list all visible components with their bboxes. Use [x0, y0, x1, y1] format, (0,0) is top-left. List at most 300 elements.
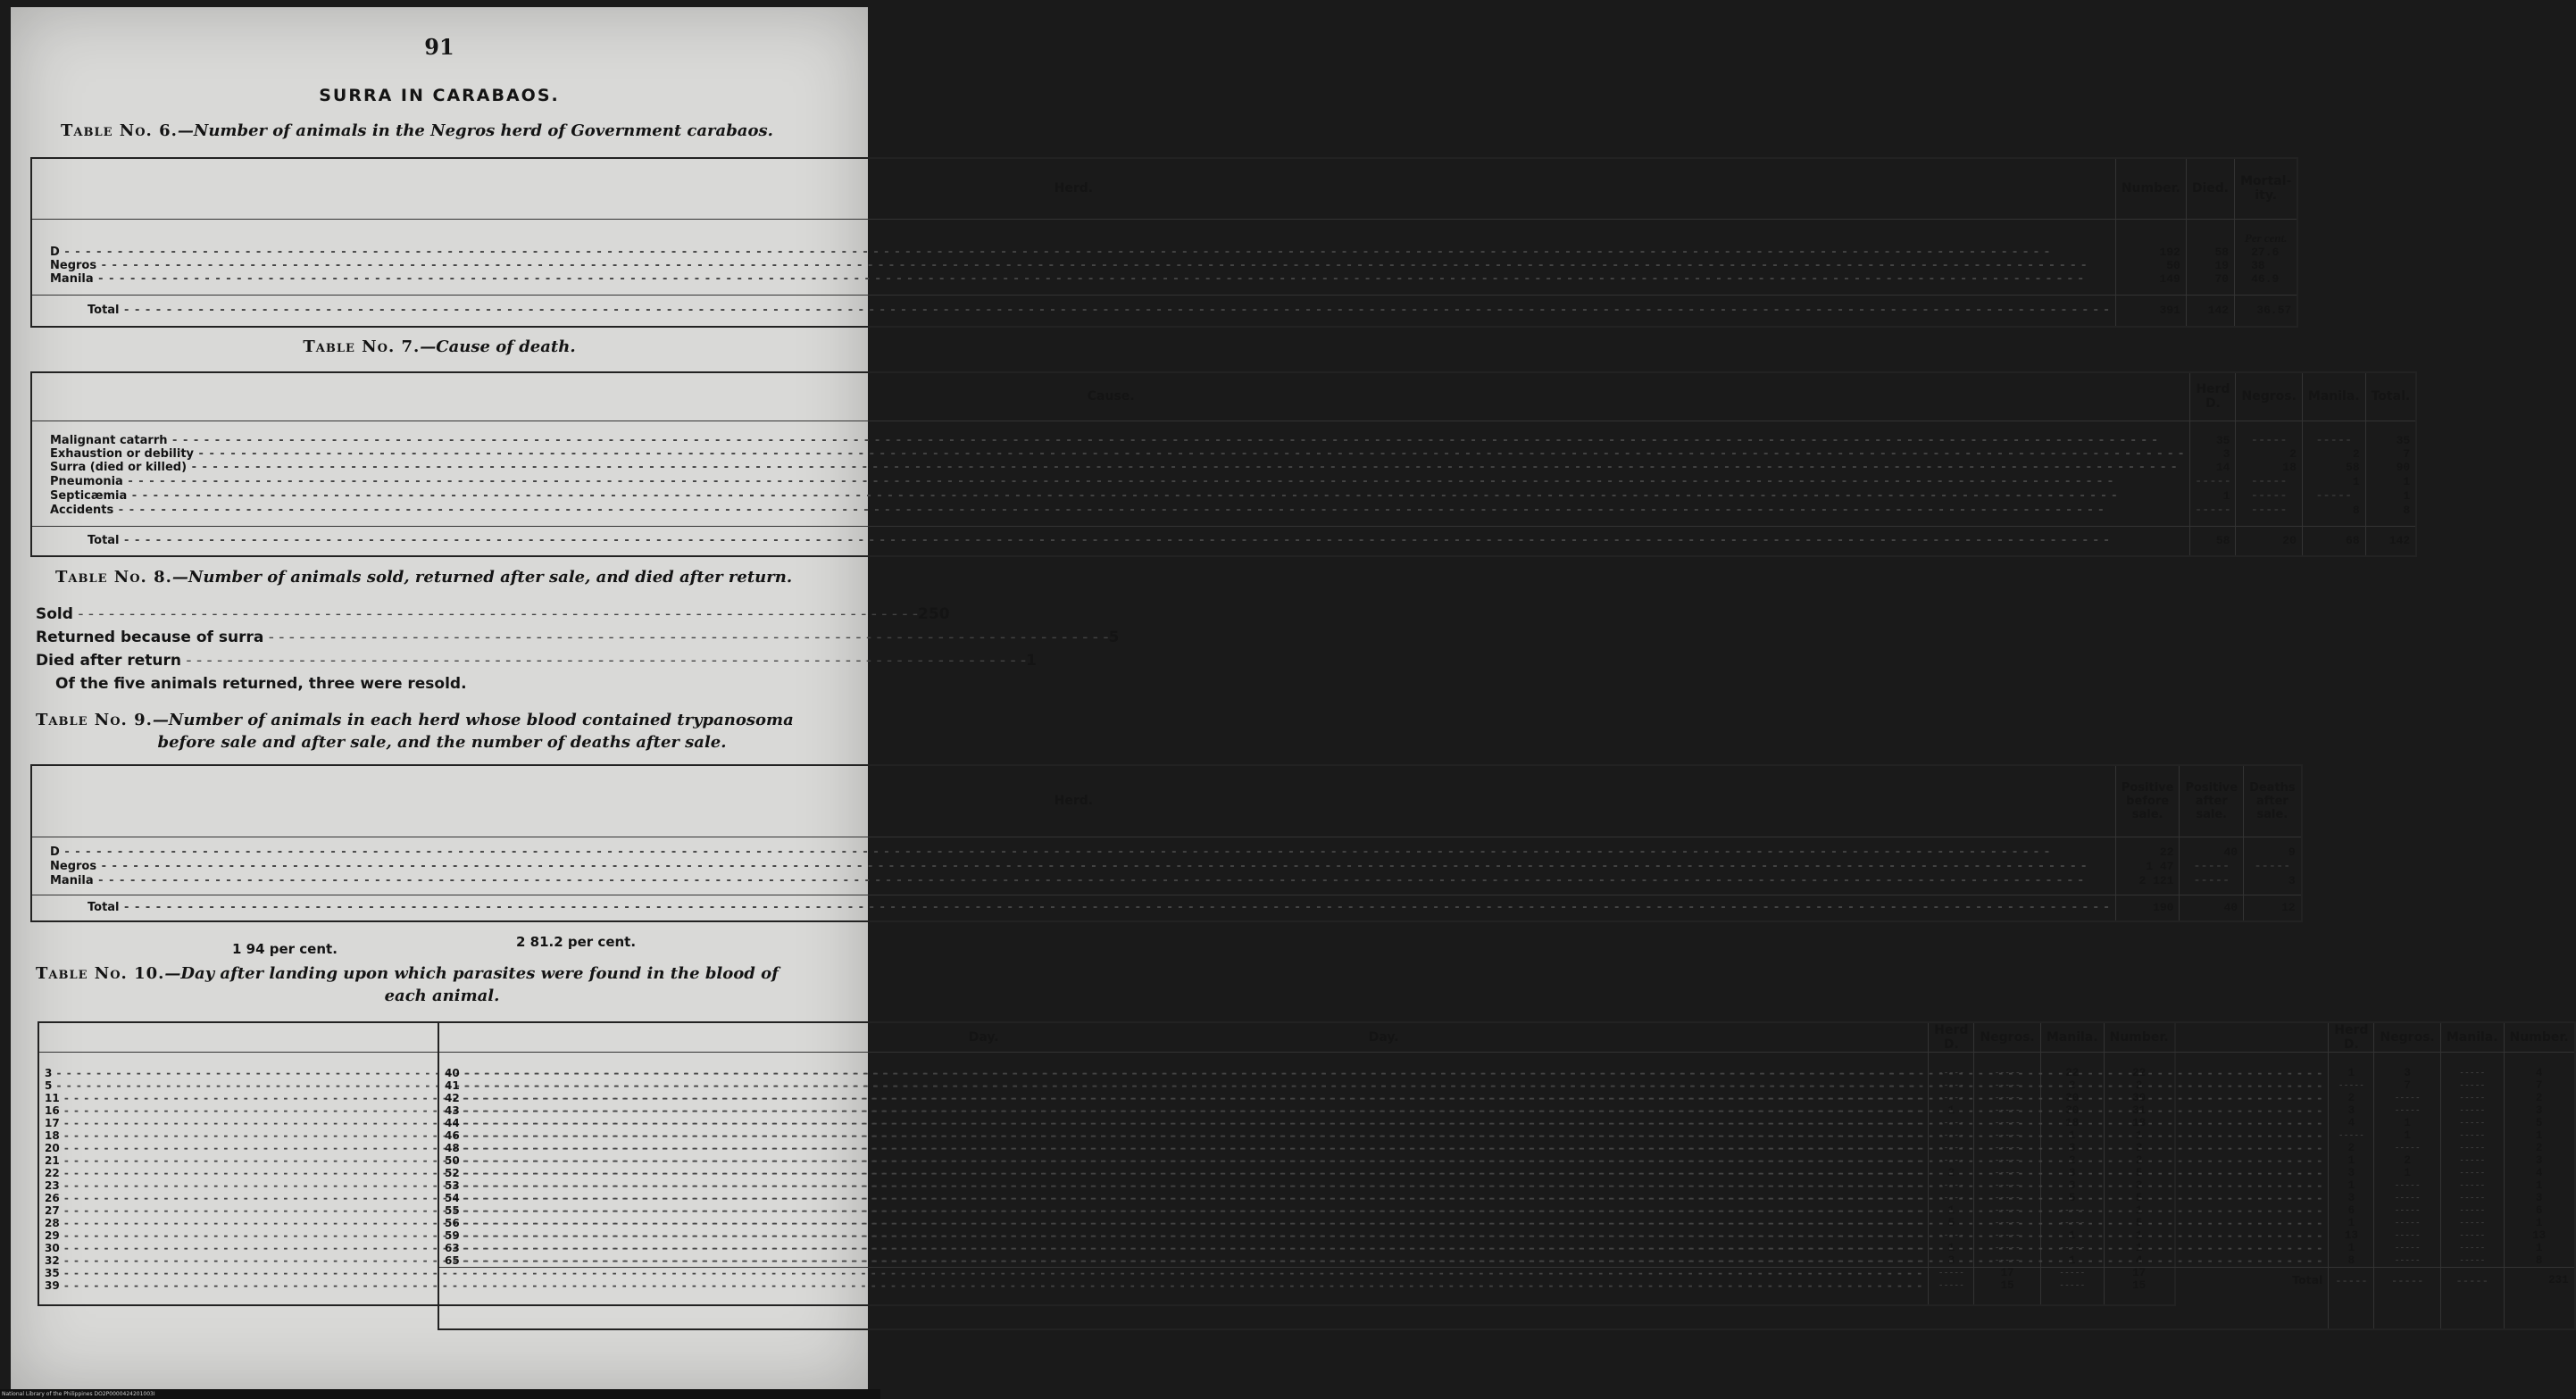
table10-m-cell: - - - - -	[2040, 1204, 2104, 1217]
table6-herd-cell: Manila - - -	[31, 272, 2115, 286]
table7-negros-cell: - - - - -	[2236, 503, 2302, 517]
table10-num-cell: 1	[2104, 1204, 2175, 1217]
table6-row	[31, 272, 2297, 286]
table6-header-mortality: Mortal-ity.	[2235, 158, 2298, 219]
table7-manila-cell: - - - - -	[2302, 488, 2365, 503]
table9-after-cell: - - - - -	[2180, 873, 2244, 887]
table10-m-cell: 1	[2040, 1254, 2104, 1267]
table10-num-cell: 2	[2504, 1092, 2575, 1104]
table10-right-header-herd-d: Herd D.	[2329, 1022, 2374, 1053]
table10-d-cell: 3	[2329, 1192, 2374, 1204]
table10-d-cell: 1	[2329, 1179, 2374, 1192]
table10-title-line1: —Day after landing upon which parasites were found in the blood of	[164, 964, 779, 983]
table8-row-label: Died after return - - -	[36, 652, 1026, 670]
table10-day-cell: 41 - - -	[438, 1079, 2329, 1092]
table10-d-cell: - - - - -	[2329, 1129, 2374, 1142]
table10-d-cell: - - - - -	[1929, 1117, 1974, 1129]
table10-m-cell: - - - - -	[2440, 1079, 2504, 1092]
table8-row-label: Sold - - -	[36, 605, 918, 623]
table9-herd-cell: Manila - - -	[31, 873, 2115, 887]
table7-title: —Cause of death.	[420, 337, 576, 356]
table7-manila-cell: 1	[2302, 474, 2365, 488]
table6-caption	[61, 121, 846, 140]
table6-total-mortality: 36.57	[2235, 295, 2298, 327]
table10-num-cell: 3	[2104, 1179, 2175, 1192]
table6-number-cell: 192	[2115, 246, 2186, 259]
table6-died-cell: 58	[2186, 246, 2234, 259]
table10-d-cell: 1	[1929, 1104, 1974, 1117]
table7-cause-cell: Surra (died or killed) - - -	[31, 461, 2190, 474]
table10-n-cell: 7	[2374, 1079, 2440, 1092]
table10-right-header-day: Day.	[1368, 1030, 1399, 1045]
table10-n-cell: - - - - -	[2374, 1104, 2440, 1117]
table10-n-cell: 1	[2374, 1117, 2440, 1129]
table10-num-cell: 2	[2104, 1154, 2175, 1167]
table7-header-cause: Cause.	[1087, 389, 1135, 404]
table10-d-cell: - - - - -	[1929, 1154, 1974, 1167]
table9-after-cell: 40	[2180, 845, 2244, 859]
table9-header-after: Positive after sale.	[2180, 765, 2244, 837]
table8-row-value: 5	[1108, 629, 1120, 646]
table10-m-cell: - - - - -	[2440, 1192, 2504, 1204]
table6-total-number: 391	[2115, 295, 2186, 327]
table10-num-cell: 4	[2504, 1167, 2575, 1179]
table10-row	[438, 1117, 2575, 1129]
table7-header-manila: Manila.	[2302, 372, 2365, 421]
table6-title: —Number of animals in the Negros herd of Government carabaos.	[177, 121, 773, 140]
table10-m-cell: - - - - -	[2440, 1117, 2504, 1129]
table10-d-cell: 1	[2329, 1217, 2374, 1229]
table10-n-cell: - - - - -	[2374, 1254, 2440, 1268]
table7-total-negros: 20	[2236, 526, 2302, 556]
table10-m-cell: - - - - -	[2040, 1279, 2104, 1292]
table10-d-cell: 6	[2329, 1204, 2374, 1217]
table10-d-cell: 1	[1929, 1242, 1974, 1254]
table10-num-cell: 3	[2504, 1154, 2575, 1167]
table6-unit: Per cent.	[2235, 219, 2298, 246]
table9-total-before: 190	[2115, 895, 2180, 921]
table10-row	[438, 1067, 2575, 1079]
table7-row	[31, 503, 2416, 517]
table10-n-cell: - - - - -	[1974, 1154, 2040, 1167]
table6-header-number: Number.	[2115, 158, 2186, 219]
table10-m-cell: 2	[2040, 1154, 2104, 1167]
table10-day-cell: 22 - - -	[38, 1167, 1929, 1179]
table7-total-row	[31, 526, 2416, 556]
table6-label: Table No. 6.	[61, 121, 178, 140]
table7-cause-cell: Pneumonia - - -	[31, 474, 2190, 488]
table10-d-cell: 3	[2329, 1104, 2374, 1117]
table8-row	[36, 629, 1120, 646]
table10-num-cell: 5	[2504, 1117, 2575, 1129]
table10-n-cell: - - - - -	[2374, 1142, 2440, 1154]
table10-row	[438, 1204, 2575, 1217]
table10-m-cell: 30	[2040, 1104, 2104, 1117]
table9-before-cell: 2 121	[2115, 873, 2180, 887]
table6-died-cell: 70	[2186, 272, 2234, 286]
table10-n-cell: - - - - -	[1974, 1179, 2040, 1192]
table10-num-cell: 2	[2104, 1079, 2175, 1092]
table10-n-cell: - - - - -	[2374, 1192, 2440, 1204]
document-page	[11, 7, 2569, 1389]
table10-day-cell: 17 - - -	[38, 1117, 1929, 1129]
table10-day-cell: 20 - - -	[38, 1142, 1929, 1154]
table10-num-cell: 1	[2104, 1129, 2175, 1142]
table6-died-cell: 19	[2186, 259, 2234, 272]
table10-d-cell: 8	[2329, 1254, 2374, 1268]
table7-negros-cell: - - - - -	[2236, 433, 2302, 447]
table10-right-header-negros: Negros.	[2374, 1022, 2440, 1053]
table9-header-deaths: Deaths after sale.	[2244, 765, 2302, 837]
table10-num-cell: 7	[2504, 1079, 2575, 1092]
table10-day-cell: 59 - - -	[438, 1229, 2329, 1242]
table10-day-cell: 16 - - -	[38, 1104, 1929, 1117]
table7-row	[31, 433, 2416, 447]
table10-day-cell: 30 - - -	[38, 1242, 1929, 1254]
table10-m-cell: 1	[2040, 1129, 2104, 1142]
table7-total-cell: 8	[2365, 503, 2416, 517]
table6-row	[31, 246, 2297, 259]
table10-num-cell: 2	[2504, 1142, 2575, 1154]
table10-num-cell: 4	[2104, 1254, 2175, 1267]
table9-label: Table No. 9.	[36, 711, 153, 729]
table9-deaths-cell: 9	[2244, 845, 2302, 859]
table7-row	[31, 488, 2416, 503]
table10-num-cell: 31	[2104, 1104, 2175, 1117]
table10-left-header-number: Number.	[2104, 1022, 2175, 1053]
table10-d-cell: 2	[2329, 1142, 2374, 1154]
table10-day-cell: 29 - - -	[38, 1229, 1929, 1242]
table10-left-header-negros: Negros.	[1974, 1022, 2040, 1053]
table7-negros-cell: 2	[2236, 447, 2302, 461]
table10-n-cell: 15	[1974, 1279, 2040, 1292]
table10-m-cell: - - - - -	[2440, 1092, 2504, 1104]
table10-d-cell: - - - - -	[1929, 1092, 1974, 1104]
table6-number-cell: 149	[2115, 272, 2186, 286]
table7-cause-cell: Malignant catarrh - - -	[31, 433, 2190, 447]
table6	[30, 157, 2298, 328]
table10-n-cell: - - - - -	[2374, 1217, 2440, 1229]
table10-label: Table No. 10.	[36, 964, 165, 983]
table7-manila-cell: 8	[2302, 503, 2365, 517]
table7-total-cell: 1	[2365, 474, 2416, 488]
table10-m-cell: - - - - -	[2440, 1229, 2504, 1242]
page-number: 91	[424, 34, 454, 60]
table7-d-cell: - - - - -	[2190, 503, 2236, 517]
table9-footnote-1: 1 94 per cent.	[232, 941, 338, 957]
table7-total-manila: 68	[2302, 526, 2365, 556]
table10-d-cell: 3	[2329, 1167, 2374, 1179]
table8-row-value: 250	[918, 605, 950, 623]
table10-day-cell: 26 - - -	[38, 1192, 1929, 1204]
table7-header-negros: Negros.	[2236, 372, 2302, 421]
table10-d-cell: 1	[2329, 1242, 2374, 1254]
table9-herd-cell: Negros - - -	[31, 859, 2115, 873]
table10-n-cell: 2	[2374, 1154, 2440, 1167]
table10-d-cell: - - - - -	[1929, 1267, 1974, 1279]
table10-d-cell: 1	[2329, 1067, 2374, 1079]
table6-herd-cell: D - - -	[31, 246, 2115, 259]
table10-d-cell: - - - - -	[1929, 1079, 1974, 1092]
table8-label: Table No. 8.	[55, 568, 172, 587]
table10-n-cell: 1	[2374, 1167, 2440, 1179]
table10-m-cell: 18	[2040, 1117, 2104, 1129]
table10-total-label: Total	[2292, 1273, 2323, 1287]
table10-d-cell: - - - - -	[1929, 1067, 1974, 1079]
table7-label: Table No. 7.	[303, 337, 421, 356]
table8-row-value: 1	[1026, 652, 1037, 670]
table6-mortality-cell: 27.6	[2235, 246, 2298, 259]
table9-total-row	[31, 895, 2302, 921]
table10-m-cell: - - - - -	[2040, 1242, 2104, 1254]
table7-header-total: Total.	[2365, 372, 2416, 421]
table7-cause-cell: Septicæmia - - -	[31, 488, 2190, 503]
table10-m-cell: 30	[2040, 1092, 2104, 1104]
table10-day-cell: 32 - - -	[38, 1254, 1929, 1267]
table10-day-cell: 35 - - -	[38, 1267, 1929, 1279]
table10-day-cell: 54 - - -	[438, 1192, 2329, 1204]
table10-n-cell: 1	[2374, 1129, 2440, 1142]
table10-row	[438, 1142, 2575, 1154]
table10-m-cell: - - - - -	[2440, 1142, 2504, 1154]
table10-num-cell: 8	[2504, 1254, 2575, 1268]
table10-n-cell: - - - - -	[1974, 1079, 2040, 1092]
table8-row	[36, 605, 950, 623]
table10-num-cell: 30	[2104, 1092, 2175, 1104]
table10-row	[438, 1129, 2575, 1142]
table7-cause-cell: Exhaustion or debility - - -	[31, 447, 2190, 461]
table6-total-died: 142	[2186, 295, 2234, 327]
table10-row	[438, 1092, 2575, 1104]
table7-cause-cell: Accidents - - -	[31, 503, 2190, 517]
table10-num-cell: 5	[2104, 1192, 2175, 1204]
table10-num-cell: 17	[2104, 1267, 2175, 1279]
table10-day-cell: 65 - - -	[438, 1254, 2329, 1268]
table9-title-line1: —Number of animals in each herd whose blood contained trypanosoma	[152, 711, 794, 729]
table7-row	[31, 447, 2416, 461]
table10-row	[438, 1254, 2575, 1268]
table7-total-label: Total - - -	[31, 526, 2190, 556]
table10-d-cell: 4	[2329, 1117, 2374, 1129]
table6-total-label: Total - - -	[31, 295, 2115, 327]
table9-footnote-2: 2 81.2 per cent.	[516, 934, 637, 950]
table9-herd-cell: D - - -	[31, 845, 2115, 859]
table7-d-cell: - - - - -	[2190, 474, 2236, 488]
table8-row-label: Returned because of surra - - -	[36, 629, 1108, 646]
table7-d-cell: 35	[2190, 433, 2236, 447]
table10-d-cell: - - - - -	[2329, 1079, 2374, 1092]
table6-number-cell: 50	[2115, 259, 2186, 272]
table10-m-cell: - - - - -	[2040, 1267, 2104, 1279]
table6-mortality-cell: 38	[2235, 259, 2298, 272]
table10-m-cell: 3	[2040, 1167, 2104, 1179]
table9-caption	[36, 711, 848, 752]
table10-n-cell: - - - - -	[1974, 1167, 2040, 1179]
table10-day-cell: 63 - - -	[438, 1242, 2329, 1254]
table10-day-cell: 52 - - -	[438, 1167, 2329, 1179]
table7-negros-cell: 18	[2236, 461, 2302, 474]
table10-day-cell: 50 - - -	[438, 1154, 2329, 1167]
table10-m-cell: - - - - -	[2440, 1254, 2504, 1268]
table10-n-cell: - - - - -	[1974, 1129, 2040, 1142]
table6-row	[31, 259, 2297, 272]
table10-day-cell: 53 - - -	[438, 1179, 2329, 1192]
table10-row	[438, 1104, 2575, 1117]
table10-num-cell: 13	[2504, 1229, 2575, 1242]
table10-left-header-day: Day.	[968, 1030, 999, 1045]
table7-total-cell: 1	[2365, 488, 2416, 503]
table9-before-cell: 1 47	[2115, 859, 2180, 873]
table10-m-cell: - - - - -	[2440, 1067, 2504, 1079]
table10-row	[438, 1079, 2575, 1092]
table10-d-cell: - - - - -	[1929, 1229, 1974, 1242]
table7	[30, 371, 2417, 557]
table8-row	[36, 652, 1037, 670]
table10-row	[438, 1154, 2575, 1167]
table7-d-cell: 3	[2190, 447, 2236, 461]
table10-row	[438, 1217, 2575, 1229]
table8-caption	[55, 568, 859, 587]
table10-num-cell: 1	[2104, 1242, 2175, 1254]
table7-row	[31, 461, 2416, 474]
table7-manila-cell: 2	[2302, 447, 2365, 461]
table10-day-cell: 3 - - -	[38, 1067, 1929, 1079]
table9-after-cell: - - - - -	[2180, 859, 2244, 873]
table10-d-cell: - - - - -	[1929, 1142, 1974, 1154]
table7-total-d: 58	[2190, 526, 2236, 556]
table9-total-after: 40	[2180, 895, 2244, 921]
table10-d-cell: 1	[1929, 1204, 1974, 1217]
table10-day-cell: 43 - - -	[438, 1104, 2329, 1117]
table6-herd-cell: Negros - - -	[31, 259, 2115, 272]
table10-n-cell: - - - - -	[1974, 1092, 2040, 1104]
table10-n-cell: - - - - -	[1974, 1192, 2040, 1204]
table7-d-cell: 1	[2190, 488, 2236, 503]
table10-num-cell: 3	[2104, 1142, 2175, 1154]
table10-n-cell: - - - - -	[1974, 1229, 2040, 1242]
table7-row	[31, 474, 2416, 488]
table10-num-cell: 4	[2504, 1067, 2575, 1079]
table10-n-cell: - - - - -	[1974, 1142, 2040, 1154]
table10-m-cell: 22	[2040, 1067, 2104, 1079]
table10-m-cell: - - - - -	[2440, 1104, 2504, 1117]
table10-num-cell: 6	[2504, 1204, 2575, 1217]
table10-num-cell: 1	[2504, 1242, 2575, 1254]
table10-num-cell: 15	[2104, 1279, 2175, 1292]
table7-manila-cell: - - - - -	[2302, 433, 2365, 447]
table10-n-cell: - - - - -	[1974, 1254, 2040, 1267]
table10-d-cell: - - - - -	[1929, 1179, 1974, 1192]
table7-d-cell: 14	[2190, 461, 2236, 474]
table10-left-header-manila: Manila.	[2040, 1022, 2104, 1053]
table10-m-cell: 3	[2040, 1142, 2104, 1154]
table10-n-cell: - - - - -	[2374, 1092, 2440, 1104]
table10-n-cell: - - - - -	[2374, 1229, 2440, 1242]
table6-header-died: Died.	[2186, 158, 2234, 219]
table10-m-cell: 5	[2040, 1192, 2104, 1204]
table7-negros-cell: - - - - -	[2236, 488, 2302, 503]
table10-title-line2: each animal.	[384, 987, 500, 1005]
table10-day-cell: 23 - - -	[38, 1179, 1929, 1192]
table6-header-herd: Herd.	[1054, 181, 1094, 196]
table9-deaths-cell: - - - - -	[2244, 859, 2302, 873]
table7-total-total: 142	[2365, 526, 2416, 556]
table10-m-cell: - - - - -	[2440, 1154, 2504, 1167]
table10-total-value: 231	[2504, 1267, 2575, 1294]
table9-before-cell: 22	[2115, 845, 2180, 859]
table10-m-cell: - - - - -	[2440, 1179, 2504, 1192]
table10-m-cell: - - - - -	[2040, 1217, 2104, 1229]
table10-d-cell: 13	[2329, 1229, 2374, 1242]
table10-d-cell: - - - - -	[1929, 1279, 1974, 1292]
table7-manila-cell: 58	[2302, 461, 2365, 474]
table10-caption	[36, 964, 848, 1005]
table10-d-cell: 2	[1929, 1167, 1974, 1179]
table10-day-cell: 18 - - -	[38, 1129, 1929, 1142]
table10-num-cell: 3	[2504, 1192, 2575, 1204]
table6-mortality-cell: 46.9	[2235, 272, 2298, 286]
table10-right-header-number: Number.	[2504, 1022, 2575, 1053]
table8-note: Of the five animals returned, three were resold.	[55, 675, 467, 693]
table9-row	[31, 873, 2302, 887]
table9-total-label: Total - - -	[31, 895, 2115, 921]
table10-day-cell: 11 - - -	[38, 1092, 1929, 1104]
table10-d-cell: 1	[2329, 1154, 2374, 1167]
table10-m-cell: - - - - -	[2440, 1167, 2504, 1179]
table6-total-row	[31, 295, 2297, 327]
table10-day-cell: 46 - - -	[438, 1129, 2329, 1142]
table10-n-cell: - - - - -	[1974, 1242, 2040, 1254]
table10-n-cell: 3	[2374, 1067, 2440, 1079]
table10-n-cell: - - - - -	[1974, 1217, 2040, 1229]
table10-day-cell: 5 - - -	[38, 1079, 1929, 1092]
table9-row	[31, 845, 2302, 859]
table9-total-deaths: 12	[2244, 895, 2302, 921]
table10-day-cell: 42 - - -	[438, 1092, 2329, 1104]
table10-num-cell: 1	[2504, 1179, 2575, 1192]
table7-total-cell: 35	[2365, 433, 2416, 447]
table10-day-cell: 28 - - -	[38, 1217, 1929, 1229]
table10-row	[438, 1242, 2575, 1254]
table10-total-row: Total - - - - - - - - - - - - - - - 231	[438, 1267, 2575, 1294]
table9-row	[31, 859, 2302, 873]
table9-deaths-cell: 3	[2244, 873, 2302, 887]
table9	[30, 764, 2303, 922]
table10-n-cell: - - - - -	[2374, 1179, 2440, 1192]
table10-num-cell: 1	[2504, 1217, 2575, 1229]
table10-n-cell: - - - - -	[1974, 1104, 2040, 1117]
table10-m-cell: 1	[2040, 1229, 2104, 1242]
table10-n-cell: 17	[1974, 1267, 2040, 1279]
table9-header-herd: Herd.	[1054, 794, 1094, 809]
table10-left-header-herd-d: Herd D.	[1929, 1022, 1974, 1053]
table10-d-cell: 2	[2329, 1092, 2374, 1104]
table10-num-cell: 5	[2104, 1167, 2175, 1179]
table9-title-line2: before sale and after sale, and the number of deaths after sale.	[157, 733, 727, 752]
table10-n-cell: - - - - -	[2374, 1242, 2440, 1254]
table7-negros-cell: - - - - -	[2236, 474, 2302, 488]
table10-m-cell: 2	[2040, 1079, 2104, 1092]
table10-d-cell: - - - - -	[1929, 1129, 1974, 1142]
table10-d-cell: 5	[1929, 1217, 1974, 1229]
table10-row	[438, 1179, 2575, 1192]
table10-n-cell: - - - - -	[1974, 1117, 2040, 1129]
table10-num-cell: 1	[2104, 1229, 2175, 1242]
table9-header-before: Positive before sale.	[2115, 765, 2180, 837]
table10-day-cell: 27 - - -	[38, 1204, 1929, 1217]
table7-total-cell: 90	[2365, 461, 2416, 474]
table8-title: —Number of animals sold, returned after sale, and died after return.	[171, 568, 793, 587]
